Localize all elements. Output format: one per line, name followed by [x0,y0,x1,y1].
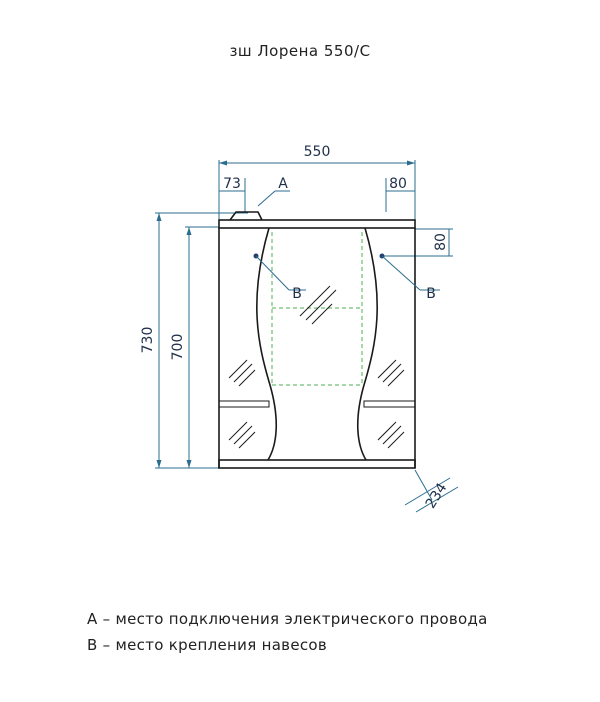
dimension-total-height-label: 730 [140,326,156,354]
glass-mark-left-upper [229,360,255,386]
marker-a [258,176,290,206]
legend-item-b: В – место крепления навесов [87,636,328,654]
marker-a-label: A [278,176,288,192]
glass-mark-left-lower [229,422,255,448]
marker-b-left-label: B [292,286,302,302]
dimension-inner-height-label: 700 [170,333,186,361]
dimension-width-label: 550 [303,144,331,160]
marker-b-right-label: B [426,286,436,302]
legend-item-a: А – место подключения электрического провода [87,610,488,628]
dimension-left-offset [219,176,245,212]
dimension-right-offset-label: 80 [389,176,407,192]
dimension-depth [405,470,458,512]
glass-mark-right-lower [378,422,404,448]
dimension-inner-height [170,227,219,468]
legend [87,606,488,658]
dimension-left-offset-label: 73 [223,176,241,192]
drawing-title: зш Лорена 550/С [229,42,371,60]
dimension-right-height [382,229,453,256]
dimension-depth-label: 234 [422,480,451,512]
dimension-total-height [140,213,248,468]
dimension-right-height-label: 80 [433,233,449,251]
dimension-right-offset [386,176,415,212]
marker-b-right [380,254,441,303]
glass-mark-right-upper [378,360,404,386]
glass-mark-center [300,286,336,324]
